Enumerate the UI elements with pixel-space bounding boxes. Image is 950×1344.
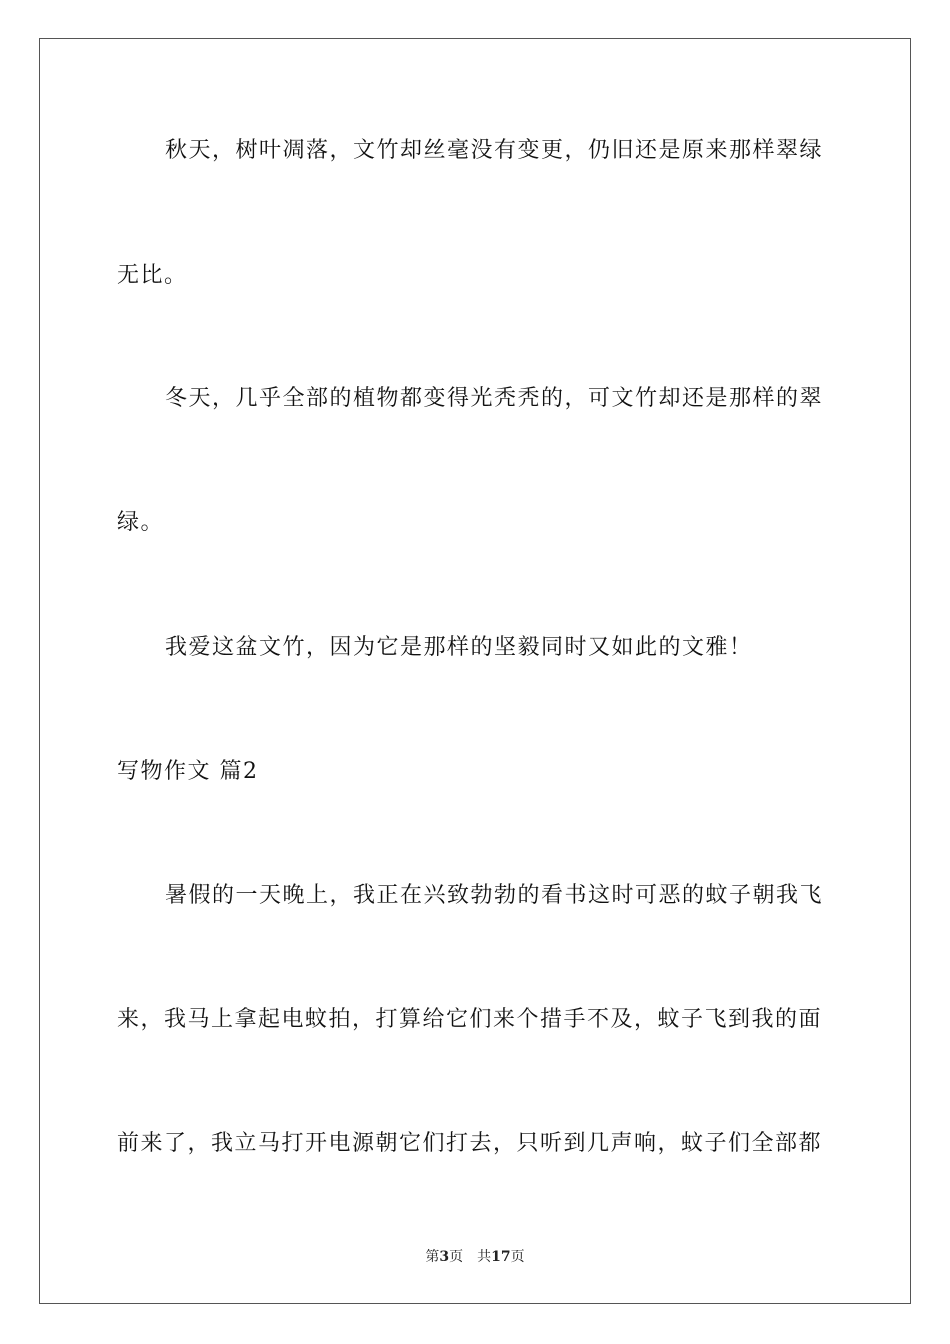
total-pages: 17: [491, 1249, 511, 1265]
page-footer: [0, 1247, 950, 1267]
total-suffix: 页: [510, 1249, 525, 1265]
paragraph-2-line-2: 绿。: [117, 510, 165, 535]
paragraph-3-line-1: 我爱这盆文竹，因为它是那样的坚毅同时又如此的文雅！: [165, 635, 753, 660]
total-prefix: 共: [477, 1249, 492, 1265]
page-prefix: 第: [425, 1249, 440, 1265]
page-suffix: 页: [449, 1249, 464, 1265]
paragraph-4-line-1: 暑假的一天晚上，我正在兴致勃勃的看书这时可恶的蚊子朝我飞: [165, 883, 824, 908]
section-heading: 写物作文 篇2: [117, 759, 259, 784]
paragraph-1-line-2: 无比。: [117, 263, 188, 288]
page-border: [39, 38, 911, 1304]
paragraph-2-line-1: 冬天，几乎全部的植物都变得光秃秃的，可文竹却还是那样的翠: [165, 386, 824, 411]
paragraph-4-line-3: 前来了，我立马打开电源朝它们打去，只听到几声响，蚊子们全部都: [117, 1131, 823, 1156]
page-number: 3: [439, 1249, 450, 1265]
paragraph-4-line-2: 来，我马上拿起电蚊拍，打算给它们来个措手不及，蚊子飞到我的面: [117, 1007, 823, 1032]
paragraph-1-line-1: 秋天，树叶凋落，文竹却丝毫没有变更，仍旧还是原来那样翠绿: [165, 138, 824, 163]
